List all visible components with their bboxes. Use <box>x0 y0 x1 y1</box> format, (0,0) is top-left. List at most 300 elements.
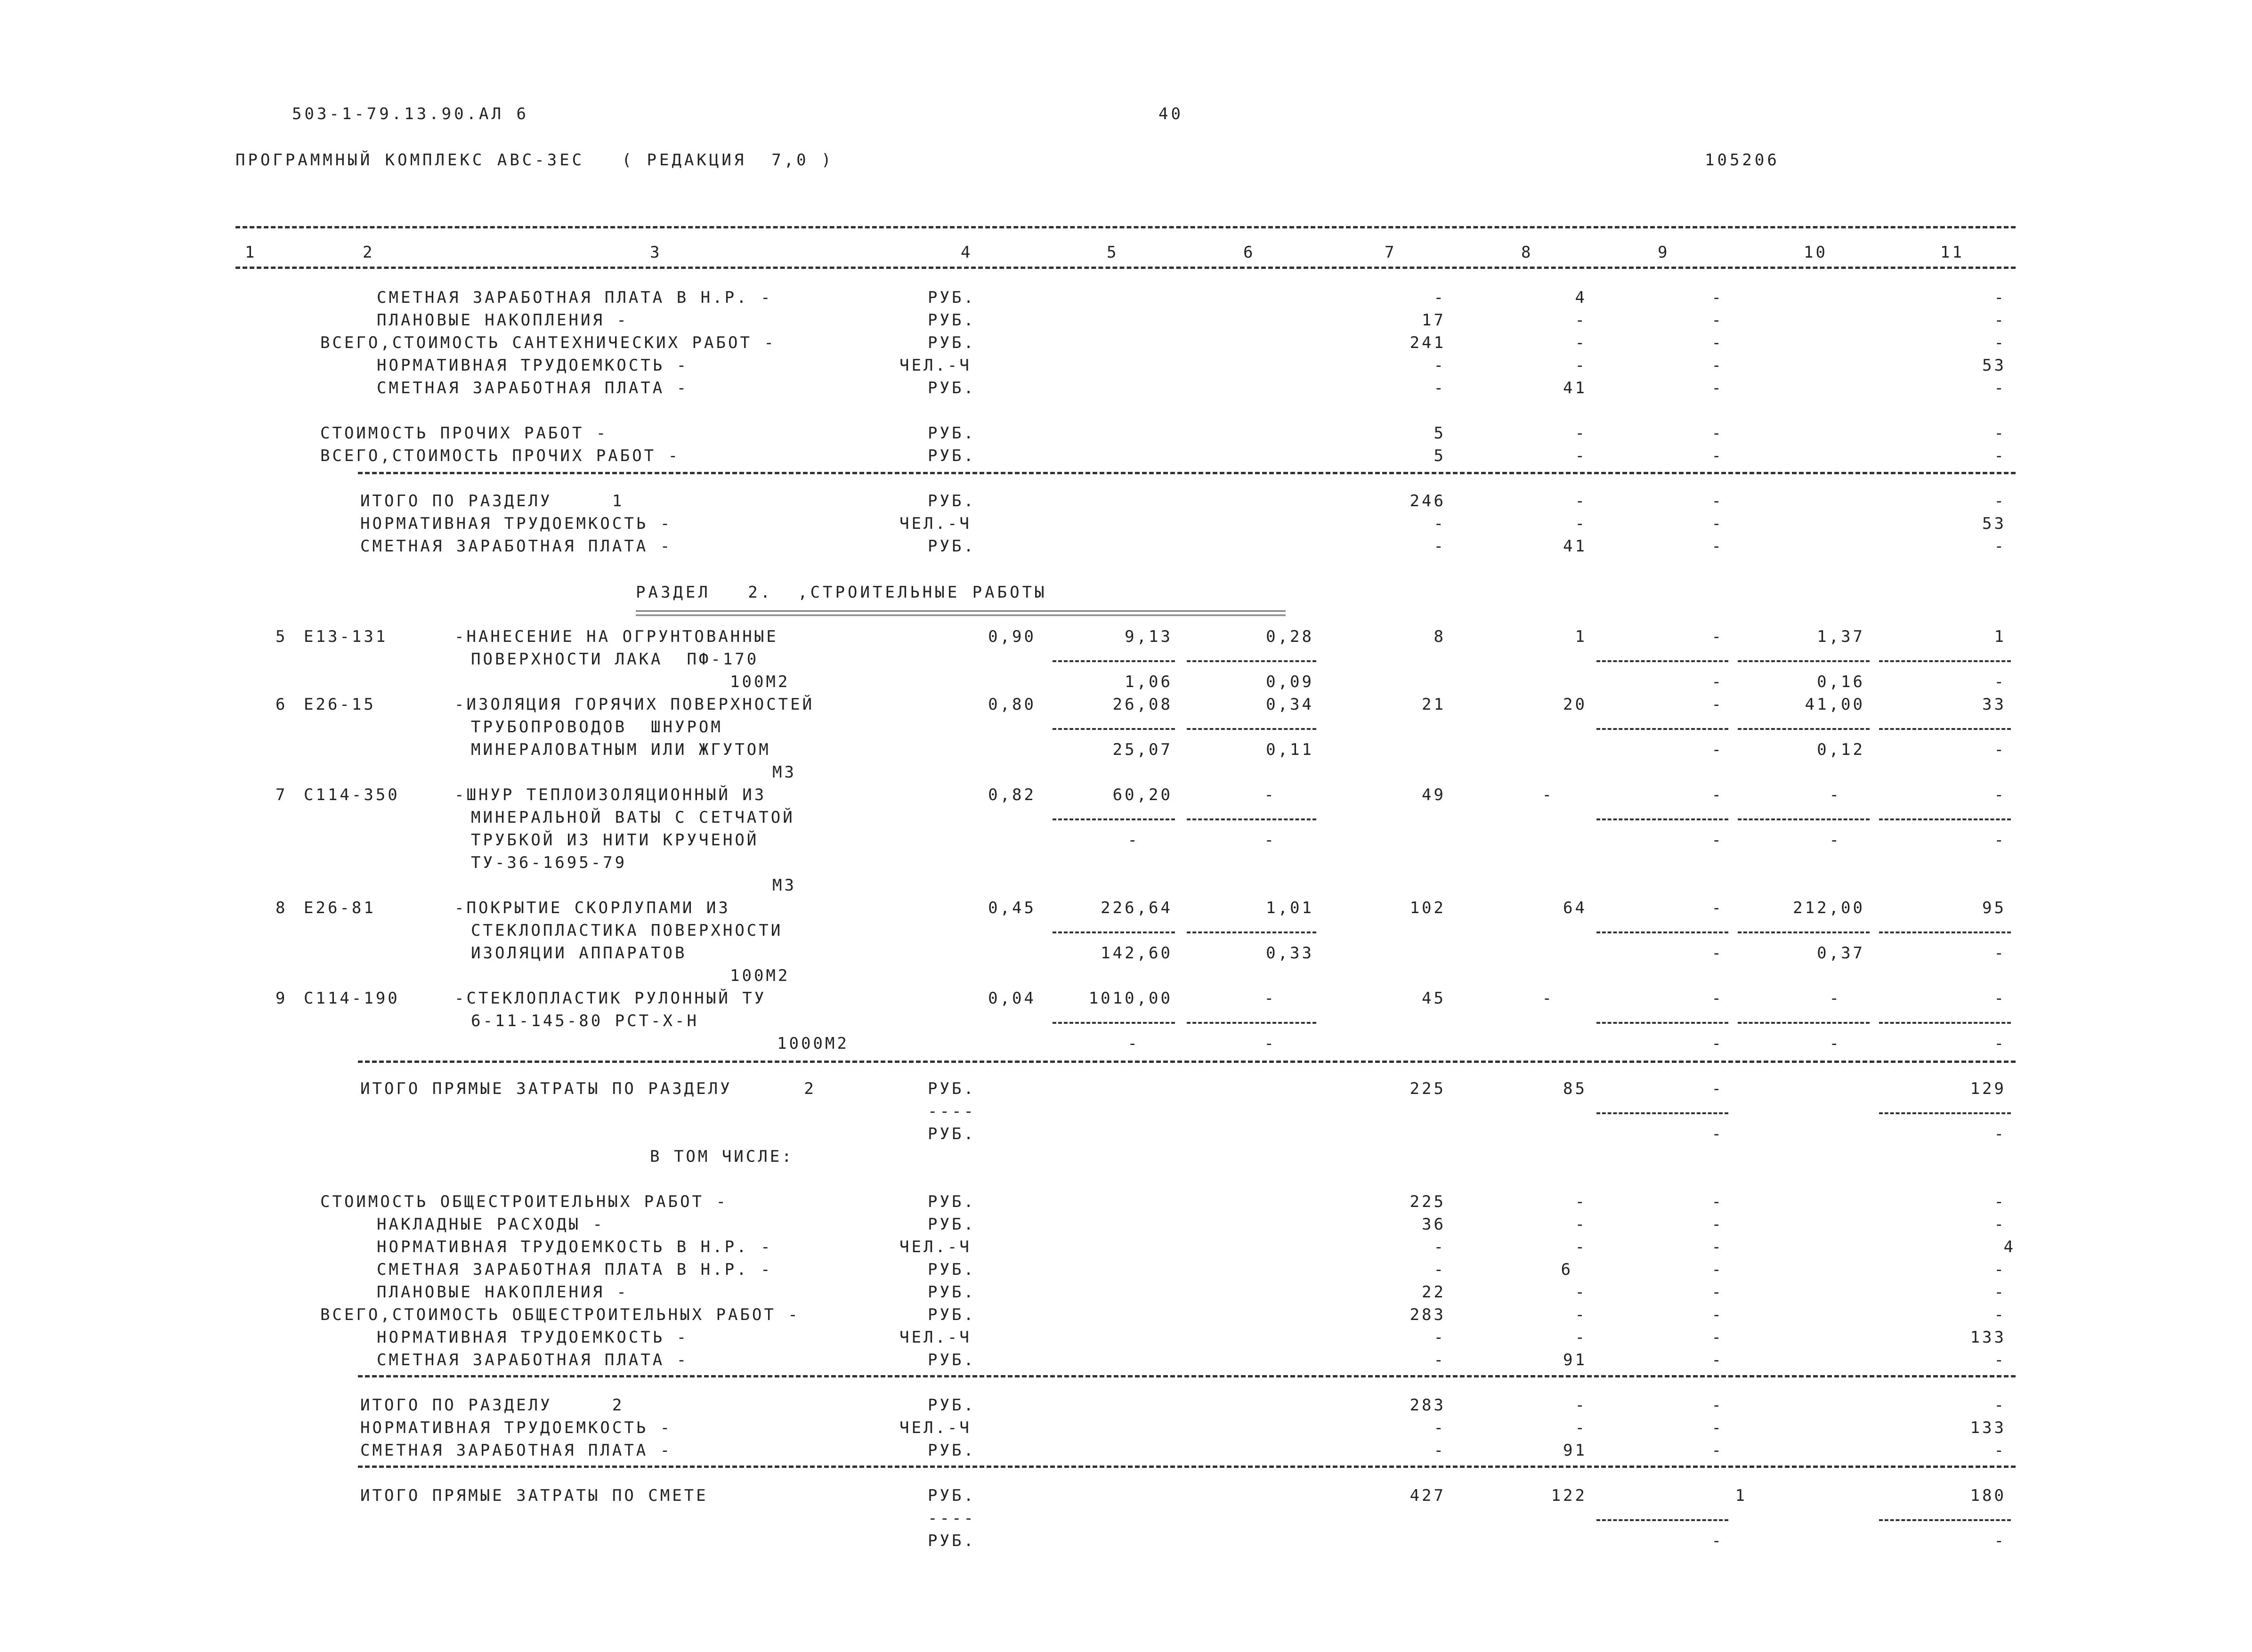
col8-value: 41 <box>1563 379 1587 397</box>
row-label: НОРМАТИВНАЯ ТРУДОЕМКОСТЬ - <box>360 514 672 533</box>
col11-value: - <box>1994 1283 2006 1302</box>
col11-value: - <box>1994 672 2006 691</box>
col11-value: 4 <box>2003 1238 2016 1256</box>
col5-value: 142,60 <box>1101 944 1173 963</box>
table-top-rule <box>235 226 2016 228</box>
row-label: ИТОГО ПРЯМЫЕ ЗАТРАТЫ ПО СМЕТЕ <box>360 1486 708 1505</box>
col11-value: - <box>1994 492 2006 510</box>
col8-value: 41 <box>1563 537 1587 556</box>
col7-value: 225 <box>1410 1192 1446 1211</box>
col10-value: 0,37 <box>1817 944 1865 963</box>
col9-value: - <box>1711 740 1724 759</box>
col9-value: - <box>1711 1418 1724 1437</box>
col11-value: 180 <box>1970 1486 2006 1505</box>
col7-value: - <box>1434 514 1446 533</box>
col7-value: - <box>1434 1238 1446 1256</box>
row-unit: РУБ. <box>928 1079 976 1098</box>
col5-underline <box>1053 931 1175 933</box>
col11-underline <box>1879 931 2011 933</box>
col9-value: - <box>1711 1328 1724 1347</box>
col7-value: 283 <box>1410 1305 1446 1324</box>
column-header-row <box>235 238 2016 262</box>
col8-value: 91 <box>1563 1351 1587 1369</box>
col11-value: - <box>1994 786 2006 804</box>
col7-value: 283 <box>1410 1396 1446 1415</box>
item-description: ПОВЕРХНОСТИ ЛАКА ПФ-170 <box>471 650 759 669</box>
col8-value: - <box>1575 492 1587 510</box>
col8-value: - <box>1575 514 1587 533</box>
col11-value: - <box>1994 740 2006 759</box>
col7-value: 102 <box>1410 899 1446 917</box>
row-label: СМЕТНАЯ ЗАРАБОТНАЯ ПЛАТА - <box>377 1351 689 1369</box>
col5-value: 60,20 <box>1112 786 1173 804</box>
col11-value: - <box>1994 537 2006 556</box>
col6-value: 0,33 <box>1266 944 1314 963</box>
col9-value: - <box>1711 1260 1724 1279</box>
row-label: ВСЕГО,СТОИМОСТЬ ПРОЧИХ РАБОТ - <box>320 446 680 465</box>
col-9: 9 <box>1658 243 1670 262</box>
item-description: ИЗОЛЯЦИИ АППАРАТОВ <box>471 944 687 963</box>
item-row <box>235 693 2016 716</box>
col4-value: 0,45 <box>988 899 1036 917</box>
col8-value: - <box>1542 989 1554 1008</box>
col9-value: - <box>1711 1531 1724 1550</box>
col5-underline <box>1053 728 1175 730</box>
col6-value: 0,11 <box>1266 740 1314 759</box>
col9-value: - <box>1711 831 1724 850</box>
item-row <box>235 987 2016 1010</box>
item-description: МИНЕРАЛОВАТНЫМ ИЛИ ЖГУТОМ <box>471 740 771 759</box>
row-unit: РУБ. <box>928 537 976 556</box>
col9-value: - <box>1711 1192 1724 1211</box>
col-5: 5 <box>1107 243 1119 262</box>
item-row <box>235 897 2016 919</box>
col9-value: - <box>1711 899 1724 917</box>
row-unit: РУБ. <box>928 1351 976 1369</box>
col8-value: - <box>1575 424 1587 443</box>
col9-value: - <box>1711 1034 1724 1053</box>
col10-value: - <box>1829 831 1841 850</box>
col6-value: 0,34 <box>1266 695 1314 714</box>
col7-value: 21 <box>1422 695 1446 714</box>
col7-value: 427 <box>1410 1486 1446 1505</box>
col8-value: 85 <box>1563 1079 1587 1098</box>
col11-value: 53 <box>1982 514 2006 533</box>
col11-value: 1 <box>1994 627 2006 646</box>
col5-underline <box>1053 1022 1175 1024</box>
row-label: ИТОГО ПРЯМЫЕ ЗАТРАТЫ ПО РАЗДЕЛУ 2 <box>360 1079 816 1098</box>
col8-value: - <box>1575 333 1587 352</box>
col6-underline <box>1187 728 1316 730</box>
col7-value: 17 <box>1422 311 1446 330</box>
col7-value: 22 <box>1422 1283 1446 1302</box>
col9-underline <box>1596 1519 1728 1521</box>
col9-value: - <box>1711 288 1724 307</box>
col9-value: - <box>1711 333 1724 352</box>
row-label: СМЕТНАЯ ЗАРАБОТНАЯ ПЛАТА - <box>360 537 672 556</box>
col11-value: - <box>1994 424 2006 443</box>
col6-underline <box>1187 1022 1316 1024</box>
col8-value: - <box>1575 1396 1587 1415</box>
col11-value: - <box>1994 1396 2006 1415</box>
table-row <box>235 1190 2016 1213</box>
col6-value: - <box>1264 989 1276 1008</box>
col9-value: - <box>1711 695 1724 714</box>
row-label: СМЕТНАЯ ЗАРАБОТНАЯ ПЛАТА В Н.Р. - <box>377 1260 773 1279</box>
col11-value: - <box>1994 989 2006 1008</box>
col-3: 3 <box>650 243 662 262</box>
col-11: 11 <box>1940 243 1964 262</box>
col8-value: 6 <box>1561 1260 1573 1279</box>
col11-value: 129 <box>1970 1079 2006 1098</box>
item-row <box>235 874 2016 897</box>
item-row <box>235 671 2016 693</box>
table-row <box>235 1236 2016 1258</box>
col4-value: 0,90 <box>988 627 1036 646</box>
item-description: -НАНЕСЕНИЕ НА ОГРУНТОВАННЫЕ <box>454 627 778 646</box>
page-number: 40 <box>1158 105 1183 123</box>
item-row <box>235 1032 2016 1055</box>
col6-underline <box>1187 660 1316 662</box>
col9-value: - <box>1711 1238 1724 1256</box>
col8-value: 64 <box>1563 899 1587 917</box>
table-row <box>235 1304 2016 1326</box>
item-row <box>235 806 2016 829</box>
row-unit: РУБ. <box>928 1283 976 1302</box>
col11-value: - <box>1994 1215 2006 1234</box>
col7-value: - <box>1434 379 1446 397</box>
col10-underline <box>1738 660 1870 662</box>
col8-value: - <box>1542 786 1554 804</box>
item-number: 5 <box>275 627 288 646</box>
col5-value: 25,07 <box>1112 740 1173 759</box>
item-unit: М3 <box>772 876 796 895</box>
col10-value: 212,00 <box>1793 899 1865 917</box>
table-row <box>235 1417 2016 1439</box>
col7-value: 8 <box>1434 627 1446 646</box>
col8-value: 20 <box>1563 695 1587 714</box>
row-label: ВСЕГО,СТОИМОСТЬ ОБЩЕСТРОИТЕЛЬНЫХ РАБОТ - <box>320 1305 800 1324</box>
col5-value: 26,08 <box>1112 695 1173 714</box>
item-row <box>235 784 2016 806</box>
col5-underline <box>1053 660 1175 662</box>
col7-value: - <box>1434 1260 1446 1279</box>
col10-value: 0,12 <box>1817 740 1865 759</box>
row-unit: РУБ. <box>928 1531 976 1550</box>
col11-value: - <box>1994 446 2006 465</box>
program-code: 105206 <box>1705 151 1780 170</box>
item-unit: М3 <box>772 763 796 782</box>
col11-value: - <box>1994 311 2006 330</box>
col9-underline <box>1596 1112 1728 1114</box>
table-row <box>235 354 2016 377</box>
item-number: 8 <box>275 899 288 917</box>
header-bottom-rule <box>235 267 2016 269</box>
col9-underline <box>1596 818 1728 820</box>
col9-value: - <box>1711 492 1724 510</box>
table-row <box>235 1213 2016 1236</box>
item-description: МИНЕРАЛЬНОЙ ВАТЫ С СЕТЧАТОЙ <box>471 808 795 827</box>
item-unit: 1000М2 <box>777 1034 849 1053</box>
row-label: СМЕТНАЯ ЗАРАБОТНАЯ ПЛАТА В Н.Р. - <box>377 288 773 307</box>
col4-value: 0,04 <box>988 989 1036 1008</box>
col7-value: 5 <box>1434 446 1446 465</box>
including-label: В ТОМ ЧИСЛЕ: <box>650 1147 794 1166</box>
item-row <box>235 1010 2016 1032</box>
col10-value: - <box>1829 1034 1841 1053</box>
row-label: СМЕТНАЯ ЗАРАБОТНАЯ ПЛАТА - <box>377 379 689 397</box>
item-row <box>235 648 2016 671</box>
item-code: Е26-81 <box>304 899 376 917</box>
col7-value: - <box>1434 288 1446 307</box>
col11-value: - <box>1994 1192 2006 1211</box>
row-label: ИТОГО ПО РАЗДЕЛУ 2 <box>360 1396 624 1415</box>
col-10: 10 <box>1804 243 1828 262</box>
col11-underline <box>1879 728 2011 730</box>
col9-value: - <box>1711 1283 1724 1302</box>
col6-underline <box>1187 818 1316 820</box>
col10-underline <box>1738 728 1870 730</box>
col9-value: - <box>1711 1215 1724 1234</box>
col6-value: - <box>1264 831 1276 850</box>
item-code: С114-350 <box>304 786 400 804</box>
col11-value: - <box>1994 831 2006 850</box>
col10-value: - <box>1829 989 1841 1008</box>
item-unit: 100М2 <box>730 966 790 985</box>
section2-total-rule <box>358 1375 2016 1377</box>
item-description: ТУ-36-1695-79 <box>471 853 627 872</box>
row-label: ПЛАНОВЫЕ НАКОПЛЕНИЯ - <box>377 1283 629 1302</box>
col4-value: 0,80 <box>988 695 1036 714</box>
row-unit: РУБ. <box>928 379 976 397</box>
item-row <box>235 716 2016 738</box>
item-row <box>235 964 2016 987</box>
table-row <box>235 1349 2016 1371</box>
col8-value: - <box>1575 356 1587 375</box>
col11-value: - <box>1994 944 2006 963</box>
col7-value: - <box>1434 1441 1446 1460</box>
program-title: ПРОГРАММНЫЙ КОМПЛЕКС АВС-3ЕС ( РЕДАКЦИЯ 7,0 ) <box>235 151 834 170</box>
item-number: 7 <box>275 786 288 804</box>
col8-value: 91 <box>1563 1441 1587 1460</box>
col10-value: 0,16 <box>1817 672 1865 691</box>
col6-value: - <box>1264 786 1276 804</box>
item-description: -СТЕКЛОПЛАСТИК РУЛОННЫЙ ТУ <box>454 989 767 1008</box>
col6-value: 0,09 <box>1266 672 1314 691</box>
item-row <box>235 829 2016 851</box>
col11-value: 133 <box>1970 1328 2006 1347</box>
col9-value: - <box>1711 446 1724 465</box>
item-description: ТРУБКОЙ ИЗ НИТИ КРУЧЕНОЙ <box>471 831 759 850</box>
section-2-underline <box>636 610 1286 616</box>
row-unit: ЧЕЛ.-Ч <box>899 1418 972 1437</box>
col5-value: 9,13 <box>1125 627 1173 646</box>
col10-underline <box>1738 818 1870 820</box>
col7-value: 225 <box>1410 1079 1446 1098</box>
row-unit: РУБ. <box>928 446 976 465</box>
row-unit: РУБ. <box>928 424 976 443</box>
row-label: НОРМАТИВНАЯ ТРУДОЕМКОСТЬ - <box>377 356 689 375</box>
col10-value: 41,00 <box>1805 695 1865 714</box>
col-2: 2 <box>363 243 375 262</box>
row-dashes: ---- <box>928 1102 976 1121</box>
col11-value: - <box>1994 333 2006 352</box>
col11-underline <box>1879 1112 2011 1114</box>
item-row <box>235 942 2016 964</box>
col11-value: - <box>1994 1034 2006 1053</box>
table-row <box>235 1439 2016 1462</box>
table-row <box>235 1281 2016 1304</box>
col11-value: - <box>1994 1351 2006 1369</box>
col9-value: - <box>1711 1396 1724 1415</box>
col6-underline <box>1187 931 1316 933</box>
col7-value: - <box>1434 1418 1446 1437</box>
col9-value: - <box>1711 1351 1724 1369</box>
direct-costs-rule <box>358 1061 2016 1063</box>
col9-value: - <box>1711 627 1724 646</box>
row-dashes: ---- <box>928 1509 976 1528</box>
item-description: -ПОКРЫТИЕ СКОРЛУПАМИ ИЗ <box>454 899 730 917</box>
col9-value: - <box>1711 1441 1724 1460</box>
document-code: 503-1-79.13.90.АЛ 6 <box>292 105 529 123</box>
col-4: 4 <box>961 243 973 262</box>
col11-value: - <box>1994 1531 2006 1550</box>
row-unit: РУБ. <box>928 1125 976 1143</box>
col10-underline <box>1738 931 1870 933</box>
table-row <box>235 1394 2016 1417</box>
table-row <box>235 512 2016 535</box>
col8-value: - <box>1575 1283 1587 1302</box>
row-label: ПЛАНОВЫЕ НАКОПЛЕНИЯ - <box>377 311 629 330</box>
table-row <box>235 1145 2016 1168</box>
table-row <box>235 286 2016 309</box>
col9-value: - <box>1711 672 1724 691</box>
item-number: 6 <box>275 695 288 714</box>
row-label: НОРМАТИВНАЯ ТРУДОЕМКОСТЬ - <box>360 1418 672 1437</box>
col7-value: - <box>1434 1351 1446 1369</box>
row-unit: РУБ. <box>928 1486 976 1505</box>
item-row <box>235 919 2016 942</box>
table-row <box>235 1326 2016 1349</box>
table-row <box>235 422 2016 445</box>
col5-value: 226,64 <box>1101 899 1173 917</box>
col-6: 6 <box>1243 243 1256 262</box>
col5-value: - <box>1127 831 1140 850</box>
col5-value: 1010,00 <box>1088 989 1173 1008</box>
col11-value: - <box>1994 1305 2006 1324</box>
row-unit: РУБ. <box>928 1192 976 1211</box>
col9-value: - <box>1711 1305 1724 1324</box>
col8-value: - <box>1575 446 1587 465</box>
table-row <box>235 535 2016 558</box>
row-unit: РУБ. <box>928 1260 976 1279</box>
row-unit: РУБ. <box>928 492 976 510</box>
col8-value: 4 <box>1575 288 1587 307</box>
col8-value: - <box>1575 1192 1587 1211</box>
item-description: СТЕКЛОПЛАСТИКА ПОВЕРХНОСТИ <box>471 921 783 940</box>
row-unit: ЧЕЛ.-Ч <box>899 1328 972 1347</box>
section1-total-rule <box>358 472 2016 474</box>
row-unit: ЧЕЛ.-Ч <box>899 356 972 375</box>
item-number: 9 <box>275 989 288 1008</box>
col8-value: - <box>1575 1418 1587 1437</box>
item-code: С114-190 <box>304 989 400 1008</box>
row-unit: РУБ. <box>928 1305 976 1324</box>
col9-value: - <box>1711 989 1724 1008</box>
table-row <box>235 445 2016 467</box>
col9-value: - <box>1711 356 1724 375</box>
col11-value: - <box>1994 379 2006 397</box>
col8-value: - <box>1575 311 1587 330</box>
col11-underline <box>1879 1519 2011 1521</box>
table-row <box>235 332 2016 354</box>
item-row <box>235 625 2016 648</box>
item-code: Е13-131 <box>304 627 388 646</box>
col11-underline <box>1879 1022 2011 1024</box>
col4-value: 0,82 <box>988 786 1036 804</box>
row-label: СТОИМОСТЬ ПРОЧИХ РАБОТ - <box>320 424 608 443</box>
item-description: -ШНУР ТЕПЛОИЗОЛЯЦИОННЫЙ ИЗ <box>454 786 767 804</box>
col9-value: - <box>1711 1125 1724 1143</box>
table-row <box>235 309 2016 332</box>
col9-underline <box>1596 660 1728 662</box>
col9-value: - <box>1711 424 1724 443</box>
col9-value: - <box>1711 1079 1724 1098</box>
table-row <box>235 490 2016 512</box>
col9-underline <box>1596 728 1728 730</box>
col5-underline <box>1053 818 1175 820</box>
col5-value: - <box>1127 1034 1140 1053</box>
col7-value: 241 <box>1410 333 1446 352</box>
col8-value: - <box>1575 1238 1587 1256</box>
table-row <box>235 1530 2016 1552</box>
col8-value: - <box>1575 1215 1587 1234</box>
col6-value: - <box>1264 1034 1276 1053</box>
item-code: Е26-15 <box>304 695 376 714</box>
col10-value: - <box>1829 786 1841 804</box>
item-unit: 100М2 <box>730 672 790 691</box>
col9-value: - <box>1711 514 1724 533</box>
col11-value: - <box>1994 288 2006 307</box>
col11-value: - <box>1994 1260 2006 1279</box>
col9-value: - <box>1711 537 1724 556</box>
col-1: 1 <box>245 243 257 262</box>
table-row <box>235 1484 2016 1507</box>
col11-value: 95 <box>1982 899 2006 917</box>
item-row <box>235 761 2016 784</box>
col6-value: 1,01 <box>1266 899 1314 917</box>
row-label: ИТОГО ПО РАЗДЕЛУ 1 <box>360 492 624 510</box>
col9-value: - <box>1711 786 1724 804</box>
col8-value: 1 <box>1575 627 1587 646</box>
col7-value: 45 <box>1422 989 1446 1008</box>
col7-value: 49 <box>1422 786 1446 804</box>
row-unit: РУБ. <box>928 288 976 307</box>
col7-value: - <box>1434 1328 1446 1347</box>
row-unit: РУБ. <box>928 1441 976 1460</box>
row-unit: РУБ. <box>928 1396 976 1415</box>
row-label: НОРМАТИВНАЯ ТРУДОЕМКОСТЬ - <box>377 1328 689 1347</box>
col7-value: 36 <box>1422 1215 1446 1234</box>
col9-value: - <box>1711 379 1724 397</box>
row-label: НАКЛАДНЫЕ РАСХОДЫ - <box>377 1215 605 1234</box>
item-row <box>235 738 2016 761</box>
row-unit: РУБ. <box>928 311 976 330</box>
row-label: ВСЕГО,СТОИМОСТЬ САНТЕХНИЧЕСКИХ РАБОТ - <box>320 333 776 352</box>
row-label: НОРМАТИВНАЯ ТРУДОЕМКОСТЬ В Н.Р. - <box>377 1238 773 1256</box>
col9-value: - <box>1711 311 1724 330</box>
row-label: СМЕТНАЯ ЗАРАБОТНАЯ ПЛАТА - <box>360 1441 672 1460</box>
